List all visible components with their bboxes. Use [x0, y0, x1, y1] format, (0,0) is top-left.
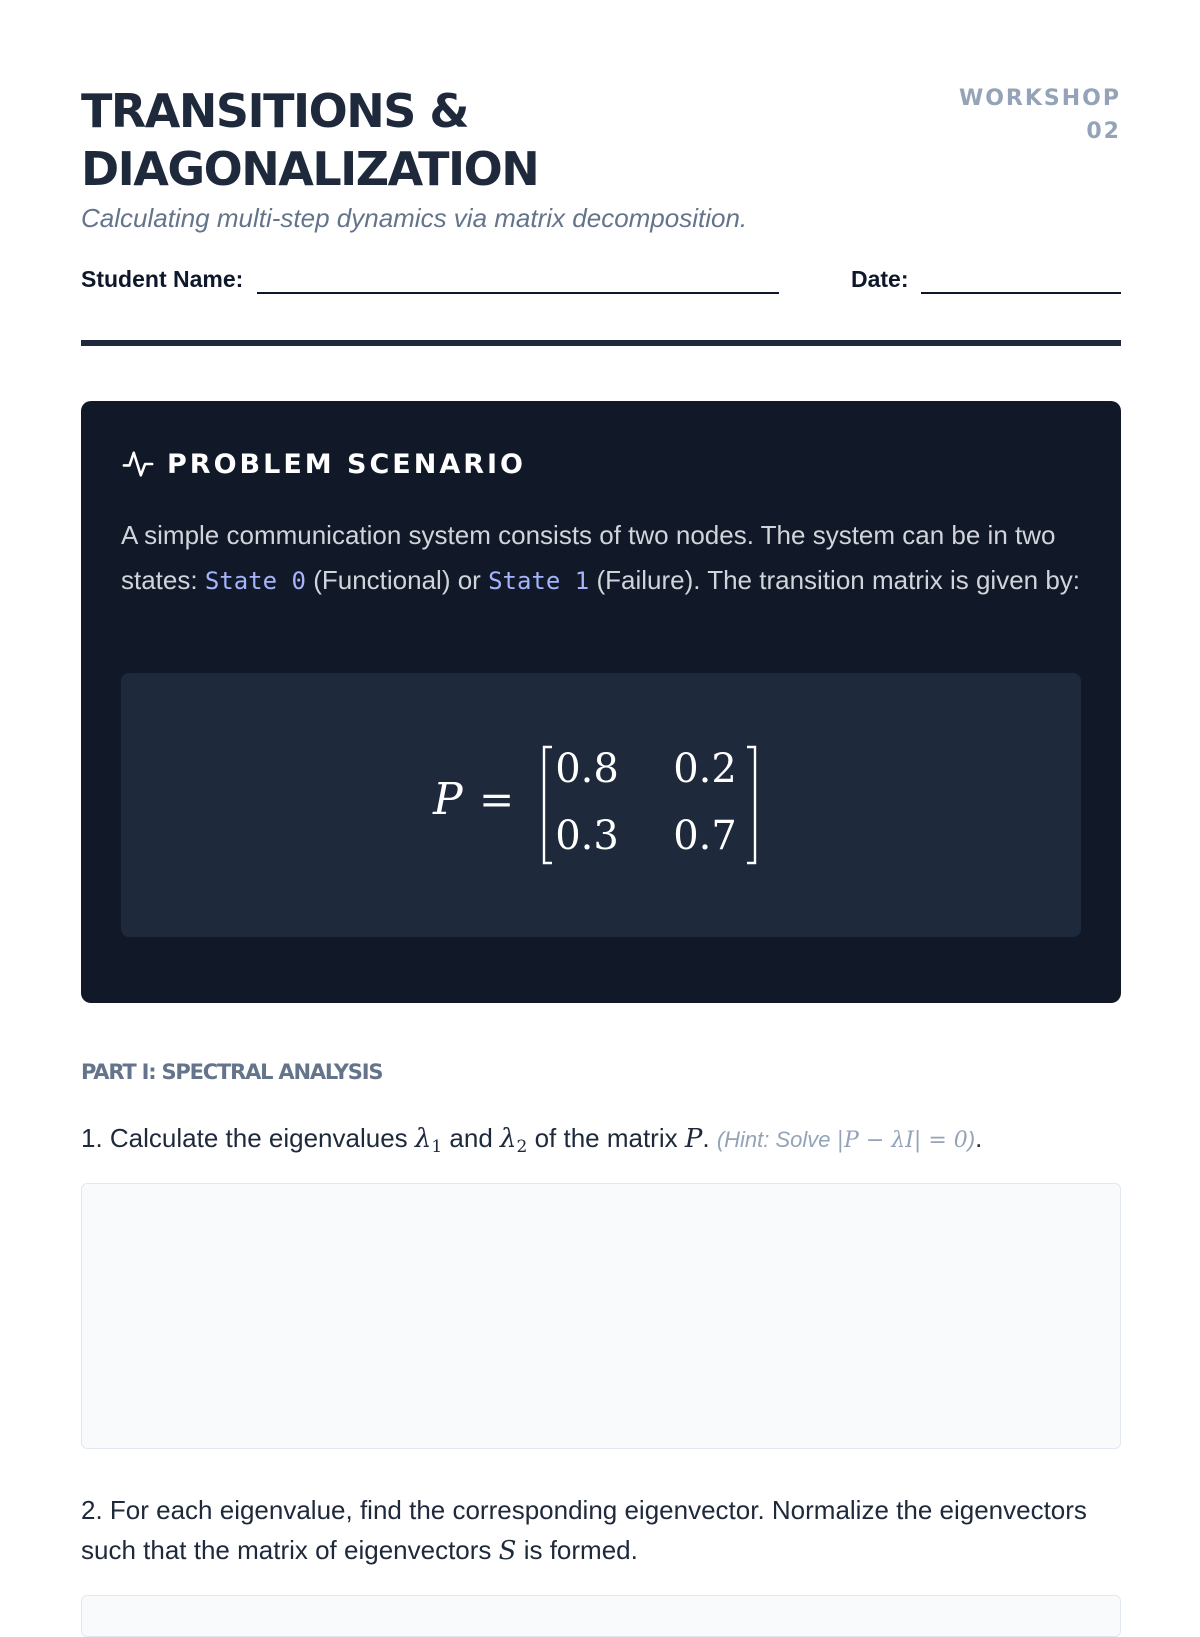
scenario-text-1: A simple communication system consists of two nodes. The system can be in two states: — [121, 520, 1056, 595]
lambda-2: $\lambda_2$ — [500, 1124, 528, 1157]
matrix-s-symbol: S — [498, 1536, 517, 1566]
pulse-icon — [121, 447, 155, 481]
subtitle: Calculating multi-step dynamics via matrix decomposition. — [81, 203, 748, 233]
workshop-number: 02 — [1086, 119, 1121, 144]
transition-matrix — [121, 673, 1081, 937]
question-1 — [81, 1118, 1121, 1167]
workshop-text: WORKSHOP — [958, 86, 1121, 111]
title-line-2: DIAGONALIZATION — [81, 142, 539, 196]
student-fields — [81, 266, 1121, 300]
scenario-text-2: (Functional) or — [305, 565, 489, 595]
page-title — [81, 82, 781, 198]
part-1-title: PART I: SPECTRAL ANALYSIS — [81, 1060, 383, 1084]
matrix-cell-12: 0.2 — [673, 746, 737, 792]
workshop-label — [959, 82, 1121, 148]
matrix-cell-11: 0.8 — [555, 746, 619, 792]
matrix-equals: = — [479, 775, 515, 824]
matrix-lhs-p: P — [433, 774, 463, 825]
answer-box-2[interactable] — [81, 1595, 1121, 1637]
q1-hint: (Hint: Solve |P − λI| = 0) — [716, 1127, 976, 1153]
scenario-header — [121, 447, 526, 481]
matrix-left-bracket — [544, 747, 552, 863]
student-name-label: Student Name: — [81, 266, 244, 292]
header-divider — [81, 340, 1121, 346]
q1-end: . — [975, 1123, 983, 1153]
header — [81, 0, 1121, 200]
scenario-text-3: (Failure). The transition matrix is given by: — [589, 565, 1081, 595]
q1-middle: of the matrix — [527, 1123, 685, 1153]
q1-period: . — [702, 1123, 710, 1153]
worksheet-page — [81, 0, 1121, 1566]
matrix-cell-21: 0.3 — [555, 813, 619, 859]
date-field[interactable] — [921, 292, 1121, 294]
state-0-code: State 0 — [204, 567, 306, 595]
lambda-1: $\lambda_1$ — [414, 1124, 443, 1157]
q2-text-after: is formed. — [516, 1535, 638, 1565]
q1-prefix: 1. Calculate the eigenvalues — [81, 1123, 415, 1153]
answer-box-1[interactable] — [81, 1183, 1121, 1449]
matrix-right-bracket — [747, 747, 755, 863]
scenario-description — [121, 513, 1081, 604]
question-2 — [81, 1490, 1121, 1571]
state-1-code: State 1 — [488, 567, 590, 595]
student-name-field[interactable] — [257, 292, 779, 294]
matrix-p-symbol: P — [684, 1124, 703, 1154]
matrix-cell-22: 0.7 — [673, 813, 737, 859]
scenario-title: PROBLEM SCENARIO — [167, 448, 527, 480]
q2-text-before: 2. For each eigenvalue, find the corresponding eigenvector. Normalize the eigenvectors such that the matrix of eigenvectors — [81, 1495, 1087, 1565]
problem-scenario-card — [81, 401, 1121, 1003]
title-line-1: TRANSITIONS & — [81, 84, 468, 138]
matrix-display — [121, 673, 1081, 937]
date-label: Date: — [851, 266, 909, 292]
q1-and: and — [442, 1123, 501, 1153]
